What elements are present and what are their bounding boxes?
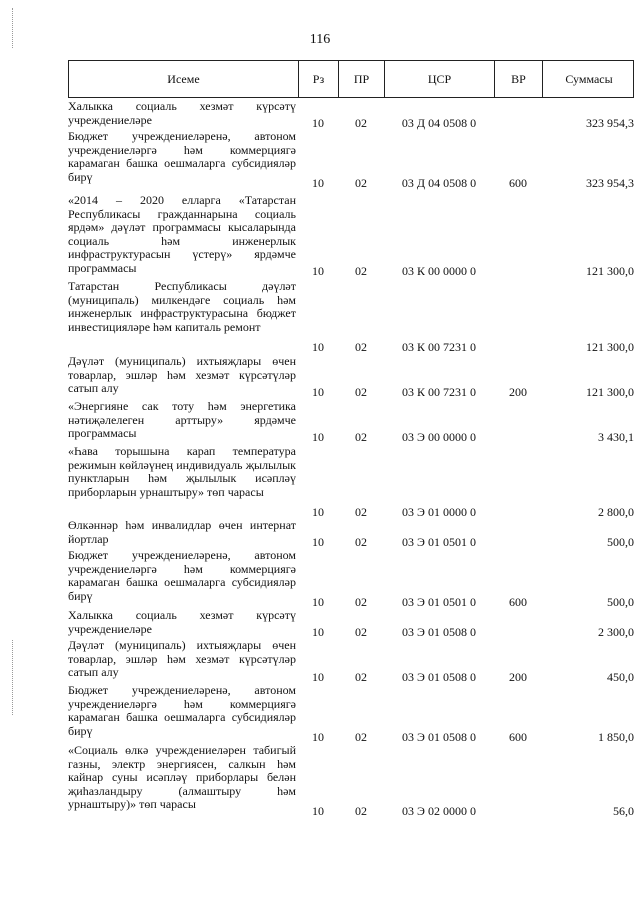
row-csr: 03 Э 01 0501 0: [402, 595, 476, 609]
header-rz: Рз: [299, 61, 339, 97]
row-name: «2014 – 2020 елларга «Татарстан Республикасы гражданнарына социаль ярдәм» дәүләт программасы кысаларында социаль һәм инженерлык инфраструктурасын үстерү» ярдәмче программасы: [68, 193, 296, 275]
row-name: Татарстан Республикасы дәүләт (муниципаль) милкендәге социаль һәм инженерлык инфраструктурасына бюджет инвестицияләре һәм капиталь ремонт: [68, 279, 296, 334]
row-sum: 2 800,0: [598, 505, 634, 519]
row-pr: 02: [355, 430, 367, 444]
row-sum: 2 300,0: [598, 625, 634, 639]
row-sum: 323 954,3: [586, 116, 634, 130]
row-sum: 500,0: [607, 595, 634, 609]
row-rz: 10: [312, 340, 324, 354]
row-csr: 03 К 00 7231 0: [401, 340, 476, 354]
header-pr: ПР: [339, 61, 385, 97]
row-csr: 03 Д 04 0508 0: [401, 176, 477, 190]
row-vr: 200: [509, 670, 527, 684]
row-csr: 03 К 00 7231 0: [401, 385, 476, 399]
row-csr: 03 Э 01 0000 0: [402, 505, 476, 519]
table-header: [68, 60, 634, 98]
row-csr: 03 Э 01 0508 0: [402, 730, 476, 744]
row-sum: 121 300,0: [586, 385, 634, 399]
row-rz: 10: [312, 264, 324, 278]
row-sum: 121 300,0: [586, 340, 634, 354]
header-name: Исеме: [69, 61, 299, 97]
row-rz: 10: [312, 505, 324, 519]
row-csr: 03 К 00 0000 0: [401, 264, 476, 278]
row-sum: 500,0: [607, 535, 634, 549]
row-sum: 323 954,3: [586, 176, 634, 190]
row-name: «Социаль өлкә учреждениеләрен табигый газны, электр энергиясен, салкын һәм кайнар суны исәпләү приборлары белән җиһазландыру (алмаштыру һәм урнаштыру)» төп чарасы: [68, 743, 296, 811]
row-name: Бюджет учреждениеләренә, автоном учреждениеләргә һәм коммерциягә карамаган башка оешмаларга субсидияләр бирү: [68, 683, 296, 738]
row-sum: 121 300,0: [586, 264, 634, 278]
row-name: Дәүләт (муниципаль) ихтыяҗлары өчен товарлар, эшләр һәм хезмәт күрсәтүләр сатып алу: [68, 354, 296, 395]
row-pr: 02: [355, 505, 367, 519]
row-pr: 02: [355, 264, 367, 278]
row-vr: 600: [509, 595, 527, 609]
row-name: Халыкка социаль хезмәт күрсәтү учреждениеләре: [68, 608, 296, 636]
row-name: Өлкәннәр һәм инвалидлар өчен интернат йортлар: [68, 518, 296, 546]
row-vr: 600: [509, 176, 527, 190]
row-pr: 02: [355, 385, 367, 399]
row-name: «Энергияне сак тоту һәм энергетика нәтиҗәлелеген арттыру» ярдәмче программасы: [68, 399, 296, 440]
header-sum: Суммасы: [565, 72, 613, 86]
row-pr: 02: [355, 535, 367, 549]
row-rz: 10: [312, 595, 324, 609]
row-csr: 03 Э 01 0508 0: [402, 625, 476, 639]
row-sum: 450,0: [607, 670, 634, 684]
row-pr: 02: [355, 730, 367, 744]
row-pr: 02: [355, 116, 367, 130]
row-vr: 600: [509, 730, 527, 744]
row-csr: 03 Э 01 0501 0: [402, 535, 476, 549]
row-rz: 10: [312, 730, 324, 744]
row-name: «Һава торышына карап температура режимын көйләүнең индивидуаль җылылык пунктларын һәм җылылык исәпләү приборларын урнаштыру» төп чарасы: [68, 444, 296, 499]
row-pr: 02: [355, 595, 367, 609]
row-name: Халыкка социаль хезмәт күрсәтү учреждениеләре: [68, 99, 296, 127]
margin-binding-marks-bottom: [12, 640, 14, 715]
row-pr: 02: [355, 625, 367, 639]
row-rz: 10: [312, 670, 324, 684]
header-vr: ВР: [495, 61, 543, 97]
row-sum: 1 850,0: [598, 730, 634, 744]
row-csr: 03 Э 02 0000 0: [402, 804, 476, 818]
header-csr: ЦСР: [385, 61, 495, 97]
row-sum: 3 430,1: [598, 430, 634, 444]
row-vr: 200: [509, 385, 527, 399]
row-pr: 02: [355, 670, 367, 684]
row-rz: 10: [312, 535, 324, 549]
row-rz: 10: [312, 116, 324, 130]
row-rz: 10: [312, 385, 324, 399]
row-name: Бюджет учреждениеләренә, автоном учреждениеләргә һәм коммерциягә карамаган башка оешмаларга субсидияләр бирү: [68, 548, 296, 603]
row-rz: 10: [312, 804, 324, 818]
row-csr: 03 Э 00 0000 0: [402, 430, 476, 444]
row-pr: 02: [355, 340, 367, 354]
row-csr: 03 Э 01 0508 0: [402, 670, 476, 684]
row-name: Бюджет учреждениеләренә, автоном учреждениеләргә һәм коммерциягә карамаган башка оешмаларга субсидияләр бирү: [68, 129, 296, 184]
row-rz: 10: [312, 176, 324, 190]
row-name: Дәүләт (муниципаль) ихтыяҗлары өчен товарлар, эшләр һәм хезмәт күрсәтүләр сатып алу: [68, 638, 296, 679]
row-pr: 02: [355, 176, 367, 190]
row-rz: 10: [312, 430, 324, 444]
page-number: 116: [309, 32, 331, 47]
row-csr: 03 Д 04 0508 0: [401, 116, 477, 130]
row-sum: 56,0: [613, 804, 634, 818]
row-rz: 10: [312, 625, 324, 639]
row-pr: 02: [355, 804, 367, 818]
